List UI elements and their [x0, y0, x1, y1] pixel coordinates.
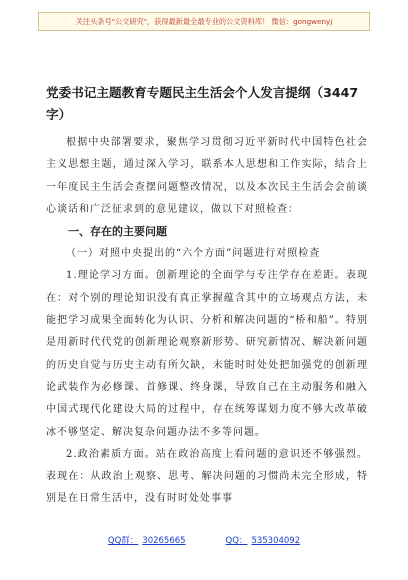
- contact-footer: [0, 534, 408, 546]
- qq-link[interactable]: [226, 534, 301, 546]
- section-heading: 一、存在的主要问题: [68, 225, 167, 239]
- qq-group-link[interactable]: [108, 534, 186, 546]
- qq-label: QQ：: [225, 536, 248, 546]
- qq-group-number: 30265665: [142, 536, 186, 546]
- point-paragraph: 1.理论学习方面。创新理论的全面学与专注学存在差距。表现在：对个别的理论知识没有真正掌握蕴含其中的立场观点方法，未能把学习成果全面转化为认识、分析和解决问题的“桥和船”。特别是用新时代代党的创新理论观察新形势、研究新情况、解决新问题的历史自觉与历史主动有所欠缺，未能时时处处把加强党的创新理论武装作为必修课、首修课、终身课，导致自己在主动服务和融入中国式现代化建设大局的过程中，存在统筹谋划力度不够大改革破冰不够坚定、解决复杂问题办法不多等问题。: [46, 270, 368, 438]
- qq-group-label: QQ群：: [107, 536, 139, 546]
- document-title: 党委书记主题教育专题民主生活会个人发言提纲（3447字）: [46, 85, 359, 122]
- document-body: [46, 82, 368, 511]
- qq-number: 535304092: [251, 536, 301, 546]
- promo-banner: 关注头条号"公文研究"，获得最新最全最专业的公文资料库！ 微信：gongwenyj: [38, 12, 370, 31]
- subsection-heading: （一）对照中央提出的“六个方面”问题进行对照检查: [66, 248, 321, 260]
- point-paragraph: 2.政治素质方面。站在政治高度上看问题的意识还不够强烈。表现在：从政治上观察、思考、解决问题的习惯尚未完全形成，特别是在日常生活中，没有时时处处事事: [46, 448, 368, 505]
- intro-paragraph: 根据中央部署要求，聚焦学习贯彻习近平新时代中国特色社会主义思想主题，通过深入学习，联系本人思想和工作实际，结合上一年度民主生活会查摆问题整改情况，以及本次民主生活会会前谈心谈话和广泛征求到的意见建议，做以下对照检查：: [46, 137, 368, 215]
